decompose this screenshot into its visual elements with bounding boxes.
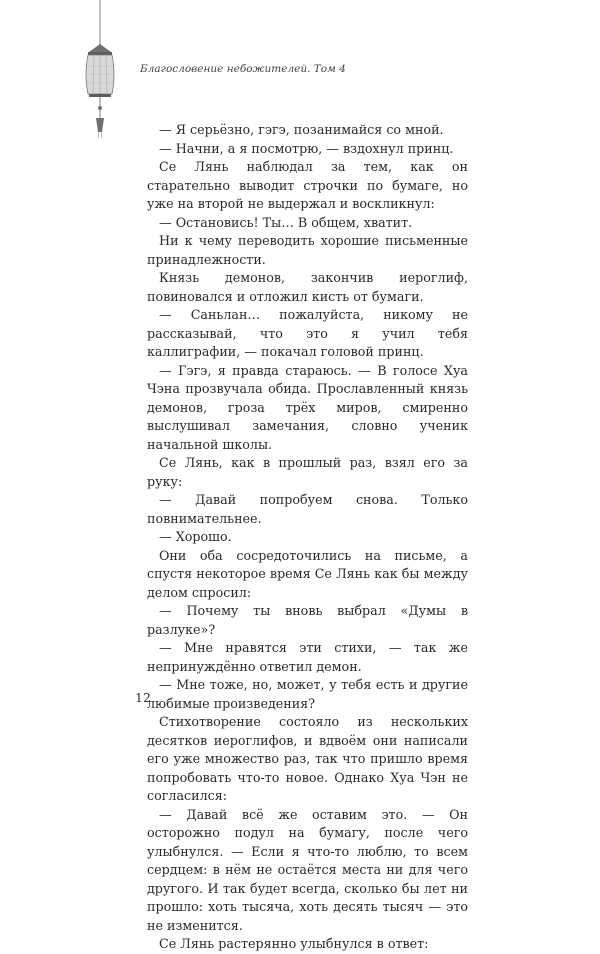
running-head-title: Благословение небожителей. Том 4 [140, 63, 346, 75]
paragraph: — Саньлан… пожалуйста, никому не рассказывай, что это я учил тебя каллиграфии, — покачал головой принц. [147, 307, 468, 359]
body-text [147, 121, 468, 954]
paragraph: — Почему ты вновь выбрал «Думы в разлуке»? [147, 603, 468, 637]
paragraph: — Хорошо. [159, 529, 232, 544]
paragraph: — Начни, а я посмотрю, — вздохнул принц. [159, 140, 454, 156]
paragraph: Стихотворение состояло из нескольких десятков иероглифов, и вдвоём они написали его уже множество раз, так что пришло время попробовать что-то новое. Однако Хуа Чэн не согласился: [147, 714, 468, 803]
paragraph: — Давай всё же оставим это. — Он осторожно подул на бумагу, после чего улыбнулся. — Если я что-то люблю, то всем сердцем: в нём не остаётся места ни для чего другого. И так будет всегда, сколько бы лет ни прошло: хоть тысяча, хоть десять тысяч — это не изменится. [147, 806, 468, 933]
paragraph: Се Лянь наблюдал за тем, как он старательно выводит строчки по бумаге, но уже на второй не выдержал и воскликнул: [147, 159, 468, 211]
paragraph: — Я серьёзно, гэгэ, позанимайся со мной. [159, 122, 444, 137]
paragraph: Князь демонов, закончив иероглиф, повиновался и отложил кисть от бумаги. [147, 270, 468, 304]
paragraph: Они оба сосредоточились на письме, а спустя некоторое время Се Лянь как бы между делом спросил: [147, 547, 468, 600]
paragraph: — Мне нравятся эти стихи, — так же непринуждённо ответил демон. [147, 640, 468, 674]
paragraph: Се Лянь, как в прошлый раз, взял его за руку: [147, 455, 468, 489]
paragraph: — Давай попробуем снова. Только повнимательнее. [147, 492, 468, 526]
paragraph: — Остановись! Ты… В общем, хватит. [159, 214, 413, 230]
paragraph: — Гэгэ, я правда стараюсь. — В голосе Хуа Чэна прозвучала обида. Прославленный князь демонов, гроза трёх миров, смиренно выслушивал замечания, словно ученик начальной школы. [147, 362, 468, 452]
paragraph: — Мне тоже, но, может, у тебя есть и другие любимые произведения? [147, 677, 468, 711]
paragraph: Ни к чему переводить хорошие письменные принадлежности. [147, 233, 468, 267]
paragraph: Се Лянь растерянно улыбнулся в ответ: [159, 936, 429, 951]
lantern-icon [78, 0, 122, 140]
page-number: 12 [135, 690, 151, 705]
